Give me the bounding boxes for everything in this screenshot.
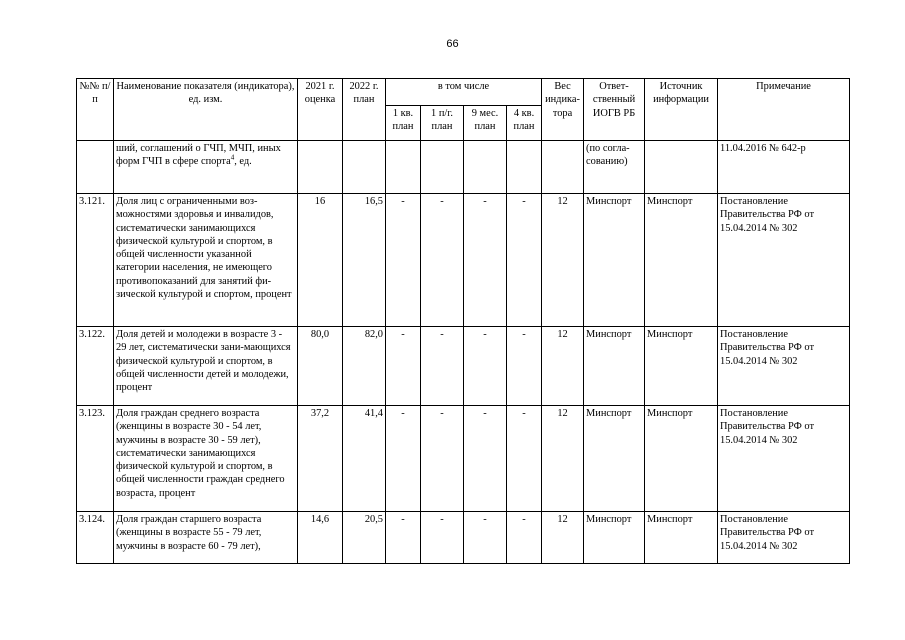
- cell-note: Постановление Правительства РФ от 15.04.2014 № 302: [718, 512, 850, 564]
- cell-2022: 20,5: [343, 512, 386, 564]
- cell-h1: -: [421, 327, 464, 406]
- cell-q1: -: [386, 406, 421, 512]
- cell-num: [77, 141, 114, 194]
- cell-9m: [464, 141, 507, 194]
- cell-9m: -: [464, 327, 507, 406]
- page-number: 66: [446, 38, 459, 50]
- cell-2021: 37,2: [298, 406, 343, 512]
- cell-q4: -: [507, 512, 542, 564]
- cell-9m: -: [464, 406, 507, 512]
- cell-responsible: (по согла-сованию): [584, 141, 645, 194]
- cell-responsible: Минспорт: [584, 327, 645, 406]
- cell-name: Доля граждан старшего возраста (женщины в возрасте 55 - 79 лет, мужчины в возрасте 60 - 79 лет),: [114, 512, 298, 564]
- cell-q1: [386, 141, 421, 194]
- cell-source: [645, 141, 718, 194]
- indicators-table: [76, 78, 850, 564]
- header-source: Источник информации: [645, 79, 718, 141]
- cell-2021: [298, 141, 343, 194]
- cell-q1: -: [386, 327, 421, 406]
- cell-note: Постановление Правительства РФ от 15.04.2014 № 302: [718, 194, 850, 327]
- cell-q4: [507, 141, 542, 194]
- cell-weight: [542, 141, 584, 194]
- header-h1: 1 п/г. план: [421, 106, 464, 141]
- cell-q4: -: [507, 194, 542, 327]
- cell-responsible: Минспорт: [584, 512, 645, 564]
- cell-h1: -: [421, 512, 464, 564]
- cell-source: Минспорт: [645, 406, 718, 512]
- header-9m: 9 мес. план: [464, 106, 507, 141]
- cell-q4: -: [507, 327, 542, 406]
- cell-responsible: Минспорт: [584, 194, 645, 327]
- header-num: №№ п/п: [77, 79, 114, 141]
- cell-num: 3.121.: [77, 194, 114, 327]
- header-including: в том числе: [386, 79, 542, 106]
- header-2021: 2021 г. оценка: [298, 79, 343, 141]
- cell-9m: -: [464, 512, 507, 564]
- cell-q1: -: [386, 512, 421, 564]
- table-row-continued: [77, 141, 850, 194]
- cell-2022: 82,0: [343, 327, 386, 406]
- table-row: [77, 194, 850, 327]
- table-row: [77, 512, 850, 564]
- cell-2021: 16: [298, 194, 343, 327]
- cell-h1: -: [421, 406, 464, 512]
- cell-name: Доля граждан среднего возраста (женщины в возрасте 30 - 54 лет, мужчины в возрасте 30 - 59 лет), систематически занимающихся физической культурой и спортом, в общей численности граждан среднего возраста, процент: [114, 406, 298, 512]
- cell-weight: 12: [542, 512, 584, 564]
- cell-2021: 80,0: [298, 327, 343, 406]
- cell-source: Минспорт: [645, 327, 718, 406]
- cell-source: Минспорт: [645, 194, 718, 327]
- cell-h1: [421, 141, 464, 194]
- header-note: Примечание: [718, 79, 850, 141]
- header-2022: 2022 г. план: [343, 79, 386, 141]
- cell-9m: -: [464, 194, 507, 327]
- cell-note: Постановление Правительства РФ от 15.04.2014 № 302: [718, 327, 850, 406]
- header-weight: Вес индика-тора: [542, 79, 584, 141]
- cell-source: Минспорт: [645, 512, 718, 564]
- cell-name: Доля лиц с ограниченными воз-можностями здоровья и инвалидов, систематически занимающихся физической культурой и спортом, в общей численности указанной категории населения, не имеющего противопоказаний для занятий фи-зической культурой и спортом, процент: [114, 194, 298, 327]
- cell-2022: 41,4: [343, 406, 386, 512]
- table-row: [77, 327, 850, 406]
- cell-note: Постановление Правительства РФ от 15.04.2014 № 302: [718, 406, 850, 512]
- cell-name: ший, соглашений о ГЧП, МЧП, иных форм ГЧП в сфере спорта$^4$, ед.: [114, 141, 298, 194]
- cell-responsible: Минспорт: [584, 406, 645, 512]
- cell-2022: 16,5: [343, 194, 386, 327]
- cell-note: 11.04.2016 № 642-р: [718, 141, 850, 194]
- cell-name: Доля детей и молодежи в возрасте 3 - 29 лет, систематически зани-мающихся физической культурой и спортом, в общей численности детей и молодежи, процент: [114, 327, 298, 406]
- cell-num: 3.122.: [77, 327, 114, 406]
- cell-h1: -: [421, 194, 464, 327]
- header-q1: 1 кв. план: [386, 106, 421, 141]
- cell-2022: [343, 141, 386, 194]
- header-row-1: [77, 79, 850, 106]
- cell-2021: 14,6: [298, 512, 343, 564]
- header-name: Наименование показателя (индикатора), ед. изм.: [114, 79, 298, 141]
- cell-num: 3.124.: [77, 512, 114, 564]
- cell-q4: -: [507, 406, 542, 512]
- table-row: [77, 406, 850, 512]
- header-responsible: Ответ-ственный ИОГВ РБ: [584, 79, 645, 141]
- cell-weight: 12: [542, 406, 584, 512]
- cell-weight: 12: [542, 194, 584, 327]
- cell-num: 3.123.: [77, 406, 114, 512]
- cell-q1: -: [386, 194, 421, 327]
- header-q4: 4 кв. план: [507, 106, 542, 141]
- cell-weight: 12: [542, 327, 584, 406]
